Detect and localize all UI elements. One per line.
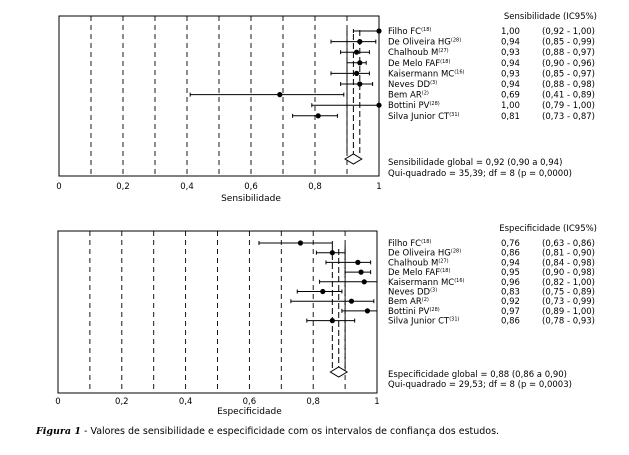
x-tick-label: 0,6	[242, 397, 257, 407]
study-ci-label: (0,90 - 0,96)	[542, 58, 595, 69]
study-point	[277, 92, 282, 97]
study-point	[376, 28, 381, 33]
study-name: Neves DD$^{(3)}$	[388, 80, 438, 90]
study-name: Silva Junior CT$^{(31)}$	[388, 111, 460, 122]
study-reference: (18)	[421, 239, 432, 245]
study-estimate: 0,81	[501, 111, 520, 122]
x-tick-label: 0,2	[115, 397, 129, 407]
study-reference: (28)	[429, 306, 440, 313]
study-reference: (31)	[449, 316, 460, 323]
study-name: Chalhoub $M^{(27)}$	[388, 258, 449, 269]
study-estimate: 0,94	[501, 37, 520, 48]
study-point	[358, 270, 363, 275]
study-name: Silva Junior CT$^{(31)}$	[388, 316, 460, 327]
study-reference: (28)	[429, 101, 440, 108]
study-ci-label: (0,92 - 1,00)	[542, 27, 595, 37]
study-estimate: 0,96	[501, 277, 520, 288]
study-ci-label: (0,81 - 0,90)	[542, 248, 595, 259]
figure-caption-label: Figura 1	[36, 426, 81, 437]
study-name: De Oliveira HG$^{(28)}$	[388, 248, 462, 259]
study-ci-label: (0,88 - 0,97)	[542, 48, 595, 59]
study-ci-label: (0,89 - 1,00)	[542, 306, 595, 317]
study-ci-label: (0,84 - 0,98)	[542, 258, 595, 269]
study-point	[357, 60, 362, 65]
study-estimate: 0,76	[501, 239, 520, 249]
study-estimate: 0,93	[501, 48, 520, 59]
study-reference: (27)	[438, 48, 449, 55]
study-name: De Melo FAF$^{(18)}$	[388, 268, 451, 279]
study-reference: (28)	[450, 37, 462, 44]
study-ci-label: (0,78 - 0,93)	[542, 316, 595, 327]
study-estimate: 0,86	[501, 248, 520, 259]
study-ci-label: (0,90 - 0,98)	[542, 268, 595, 279]
study-reference: (3)	[430, 80, 438, 86]
study-name: Bottini PV$^{(28)}$	[388, 306, 440, 317]
study-reference: (18)	[440, 58, 451, 65]
x-tick-label: 0,4	[180, 182, 194, 192]
study-point	[355, 260, 360, 265]
study-reference: (18)	[440, 268, 451, 275]
x-tick-label: 0,6	[244, 182, 258, 192]
study-estimate: 0,86	[501, 316, 520, 327]
study-point	[376, 103, 381, 108]
study-name: Filho FC$^{(18)}$	[388, 239, 432, 249]
study-reference: (27)	[438, 258, 449, 265]
study-estimate: 0,94	[501, 258, 520, 269]
study-name: Neves DD$^{(3)}$	[388, 287, 438, 298]
study-estimate: 0,93	[501, 69, 520, 80]
study-estimate: 1,00	[501, 101, 520, 112]
study-ci-label: (0,85 - 0,99)	[542, 37, 595, 48]
study-point	[330, 250, 335, 255]
x-tick-label: 0,4	[178, 397, 193, 407]
study-name: Bem AR$^{(2)}$	[388, 90, 429, 101]
study-point	[330, 318, 335, 323]
x-tick-label: 1	[374, 397, 380, 407]
figure-caption	[36, 426, 499, 437]
study-reference: (2)	[421, 90, 429, 97]
x-axis-label: Sensibilidade	[221, 194, 281, 204]
study-reference: (16)	[454, 277, 465, 284]
study-reference: (18)	[421, 27, 432, 33]
pooled-diamond	[345, 154, 362, 164]
study-ci-label: (0,63 - 0,86)	[542, 239, 595, 249]
x-tick-label: 0,8	[306, 397, 320, 407]
study-point	[362, 279, 367, 284]
heterogeneity-summary: Qui-quadrado = 29,53; df = 8 (p = 0,0003)	[388, 380, 572, 390]
study-name: De Oliveira HG$^{(28)}$	[388, 37, 462, 48]
forest-panel-2	[55, 224, 597, 417]
pooled-summary: Sensibilidade global = 0,92 (0,90 a 0,94)	[388, 158, 563, 168]
study-reference: (31)	[449, 111, 460, 118]
study-point	[298, 240, 303, 245]
x-tick-label: 0,2	[116, 182, 130, 192]
study-name: De Melo FAF$^{(18)}$	[388, 58, 451, 69]
pooled-diamond	[330, 367, 347, 377]
study-estimate: 0,97	[501, 306, 520, 317]
estimate-column-header: Especificidade (IC95%)	[499, 224, 597, 234]
study-ci-label: (0,73 - 0,87)	[542, 111, 595, 122]
forest-panel-1	[56, 12, 597, 204]
study-point	[365, 308, 370, 313]
study-ci-label: (0,41 - 0,89)	[542, 90, 595, 101]
study-name: Kaisermann MC$^{(16)}$	[388, 69, 465, 80]
pooled-summary: Especificidade global = 0,88 (0,86 a 0,90)	[388, 370, 567, 380]
study-reference: (28)	[450, 248, 462, 255]
study-name: Bottini PV$^{(28)}$	[388, 101, 440, 112]
heterogeneity-summary: Qui-quadrado = 35,39; df = 8 (p = 0,0000)	[388, 169, 572, 179]
study-point	[349, 299, 354, 304]
study-name: Filho FC$^{(18)}$	[388, 27, 432, 37]
study-reference: (16)	[454, 69, 465, 76]
x-tick-label: 0	[55, 397, 61, 407]
study-name: Bem AR$^{(2)}$	[388, 297, 429, 308]
study-estimate: 0,94	[501, 80, 520, 90]
study-estimate: 0,83	[501, 287, 520, 298]
estimate-column-header: Sensibilidade (IC95%)	[503, 12, 597, 22]
study-ci-label: (0,73 - 0,99)	[542, 297, 595, 308]
study-reference: (2)	[421, 297, 429, 304]
study-name: Kaisermann MC$^{(16)}$	[388, 277, 465, 288]
study-reference: (3)	[430, 287, 438, 294]
study-estimate: 0,69	[501, 90, 520, 101]
study-point	[357, 39, 362, 44]
study-estimate: 0,92	[501, 297, 520, 308]
study-point	[320, 289, 325, 294]
study-ci-label: (0,75 - 0,89)	[542, 287, 595, 298]
x-tick-label: 0,8	[308, 182, 322, 192]
study-ci-label: (0,79 - 1,00)	[542, 101, 595, 112]
study-point	[354, 50, 359, 55]
x-tick-label: 1	[376, 182, 382, 192]
study-point	[357, 81, 362, 86]
study-estimate: 0,95	[501, 268, 520, 279]
study-point	[316, 113, 321, 118]
study-ci-label: (0,85 - 0,97)	[542, 69, 595, 80]
study-estimate: 1,00	[501, 27, 520, 37]
study-ci-label: (0,82 - 1,00)	[542, 277, 595, 288]
x-tick-label: 0	[56, 182, 62, 192]
figure-caption-text: - Valores de sensibilidade e especificidade com os intervalos de confiança dos estudos.	[80, 426, 500, 437]
study-estimate: 0,94	[501, 58, 520, 69]
study-ci-label: (0,88 - 0,98)	[542, 80, 595, 90]
study-name: Chalhoub $M^{(27)}$	[388, 48, 449, 59]
x-axis-label: Especificidade	[217, 407, 282, 417]
study-point	[354, 71, 359, 76]
